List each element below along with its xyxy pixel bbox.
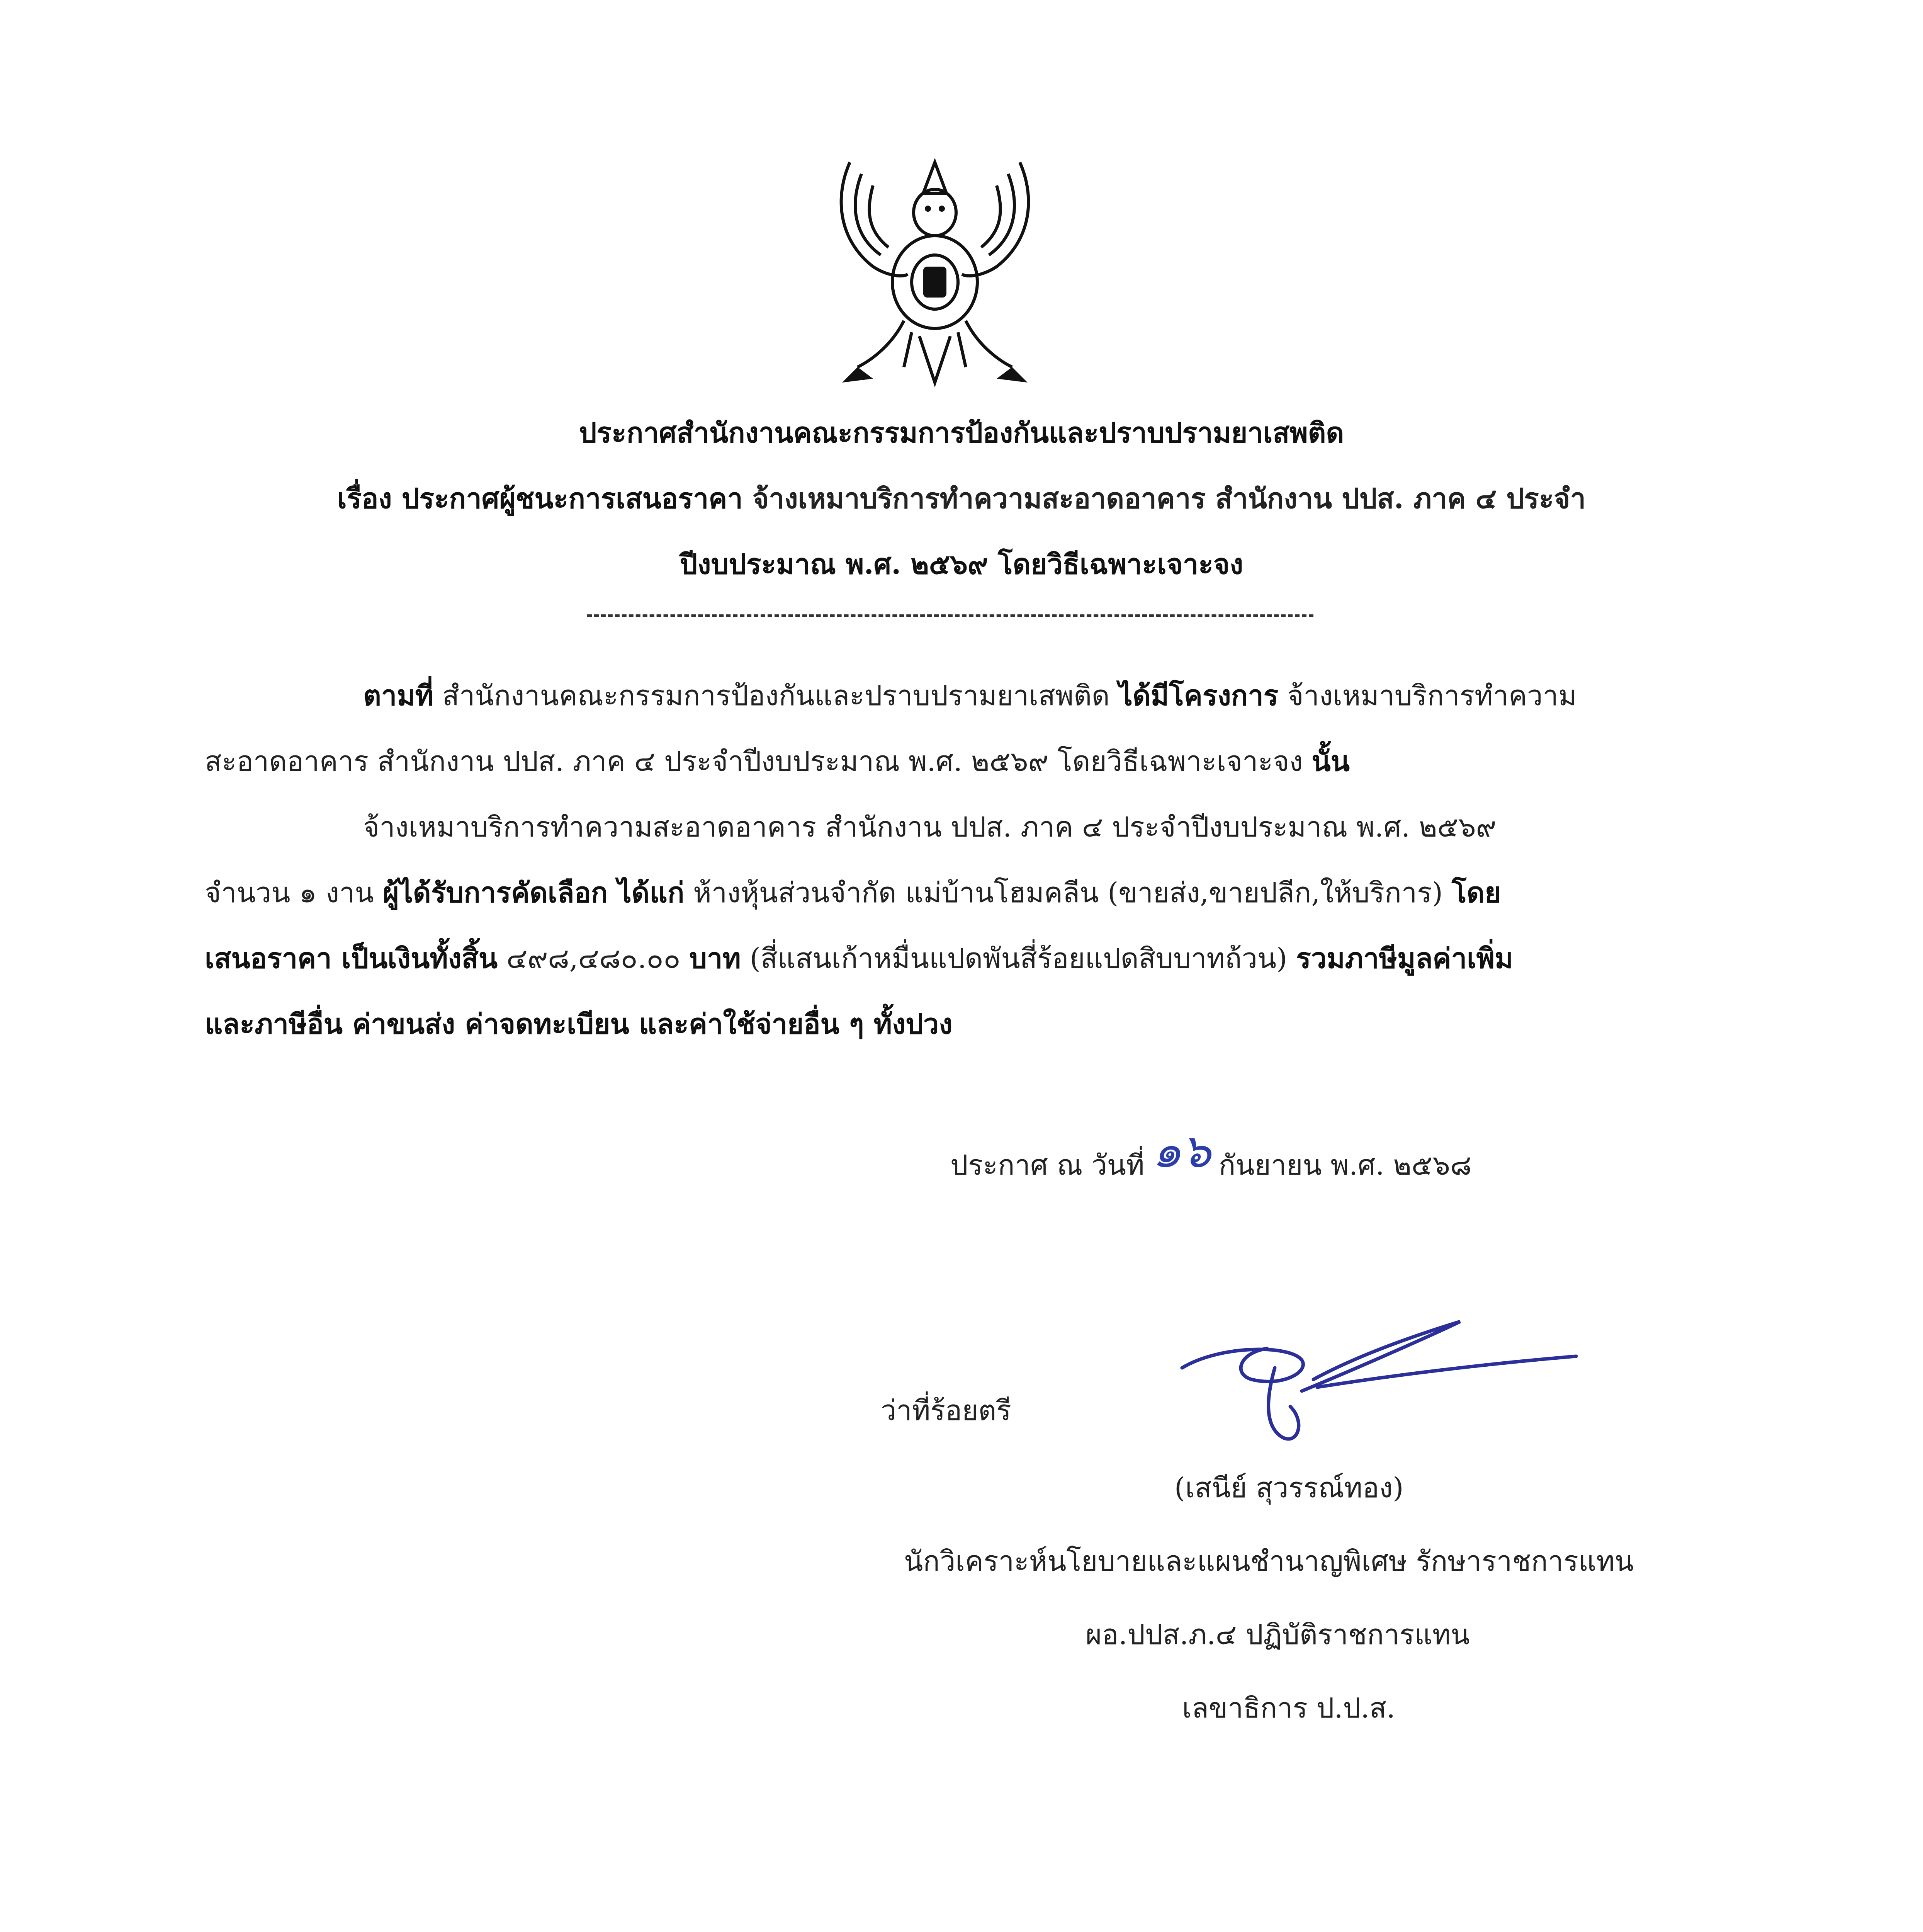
header-agency: สำนักงานคณะกรรมการป้องกันและปราบปรามยาเสพติด [676,416,1344,449]
para2-line-2 [205,873,1501,912]
date-prefix: ประกาศ ณ วันที่ [950,1149,1145,1181]
header-line-1 [0,413,1923,452]
para1-text-2: จ้างเหมาบริการทำความ [1278,679,1577,712]
header-subject-text: จ้างเหมาบริการทำความสะอาดอาคาร สำนักงาน ปปส. ภาค ๔ ประจำ [742,482,1586,515]
header-separator [587,614,1313,617]
para2-bold-1: ผู้ได้รับการคัดเลือก ได้แก่ [382,876,685,909]
para2-bold-2: โดย [1451,876,1501,909]
para2-line-1: จ้างเหมาบริการทำความสะอาดอาคาร สำนักงาน ปปส. ภาค ๔ ประจำปีงบประมาณ พ.ศ. ๒๕๖๙ [363,811,1497,843]
garuda-emblem-icon [827,151,1043,390]
para2-amount: ๔๙๘,๔๘๐.๐๐ [498,942,690,975]
para1-text-3: สะอาดอาคาร สำนักงาน ปปส. ภาค ๔ ประจำปีงบประมาณ พ.ศ. ๒๕๖๙ โดยวิธีเฉพาะเจาะจง [205,745,1312,777]
signature-position-1: นักวิเคราะห์นโยบายและแผนชำนาญพิเศษ รักษาราชการแทน [904,1545,1634,1577]
para2-bold-3: เสนอราคา เป็นเงินทั้งสิ้น [205,942,498,975]
para2-line-3 [205,939,1513,978]
handwritten-signature-icon [1174,1298,1592,1453]
para1-line-1 [363,676,1577,715]
para1-text-1: สำนักงานคณะกรรมการป้องกันและปราบปรามยาเสพติด [433,679,1119,712]
signature-rank: ว่าที่ร้อยตรี [881,1394,1011,1427]
para1-bold-3: นั้น [1311,745,1350,777]
signature-name: (เสนีย์ สุวรรณ์ทอง) [1174,1471,1404,1504]
para2-amount-words: (สี่แสนเก้าหมื่นแปดพันสี่ร้อยแปดสิบบาทถ้วน) [741,942,1296,975]
para1-line-2 [205,742,1350,781]
para2-text-1: จำนวน ๑ งาน [205,876,383,909]
para1-bold-2: ได้มีโครงการ [1118,679,1279,712]
signature-position-2: ผอ.ปปส.ภ.๔ ปฏิบัติราชการแทน [1086,1618,1470,1651]
header-line-3: ปีงบประมาณ พ.ศ. ๒๕๖๙ โดยวิธีเฉพาะเจาะจง [680,548,1243,580]
header-line-2 [0,479,1923,518]
header-announce-label: ประกาศ [579,416,677,449]
para1-bold-1: ตามที่ [363,679,434,712]
date-suffix: กันยายน พ.ศ. ๒๕๖๘ [1218,1149,1472,1181]
para2-line-4: และภาษีอื่น ค่าขนส่ง ค่าจดทะเบียน และค่าใช้จ่ายอื่น ๆ ทั้งปวง [205,1007,953,1040]
date-line [950,1124,1472,1184]
header-subject-label: เรื่อง ประกาศผู้ชนะการเสนอราคา [337,482,743,515]
signature-position-3: เลขาธิการ ป.ป.ส. [1182,1692,1395,1724]
para2-bold-4: บาท [689,942,741,975]
handwritten-day: ๑๖ [1152,1124,1211,1178]
para2-text-2: ห้างหุ้นส่วนจำกัด แม่บ้านโฮมคลีน (ขายส่ง,ขายปลีก,ให้บริการ) [684,876,1452,909]
para2-bold-5: รวมภาษีมูลค่าเพิ่ม [1296,942,1513,975]
